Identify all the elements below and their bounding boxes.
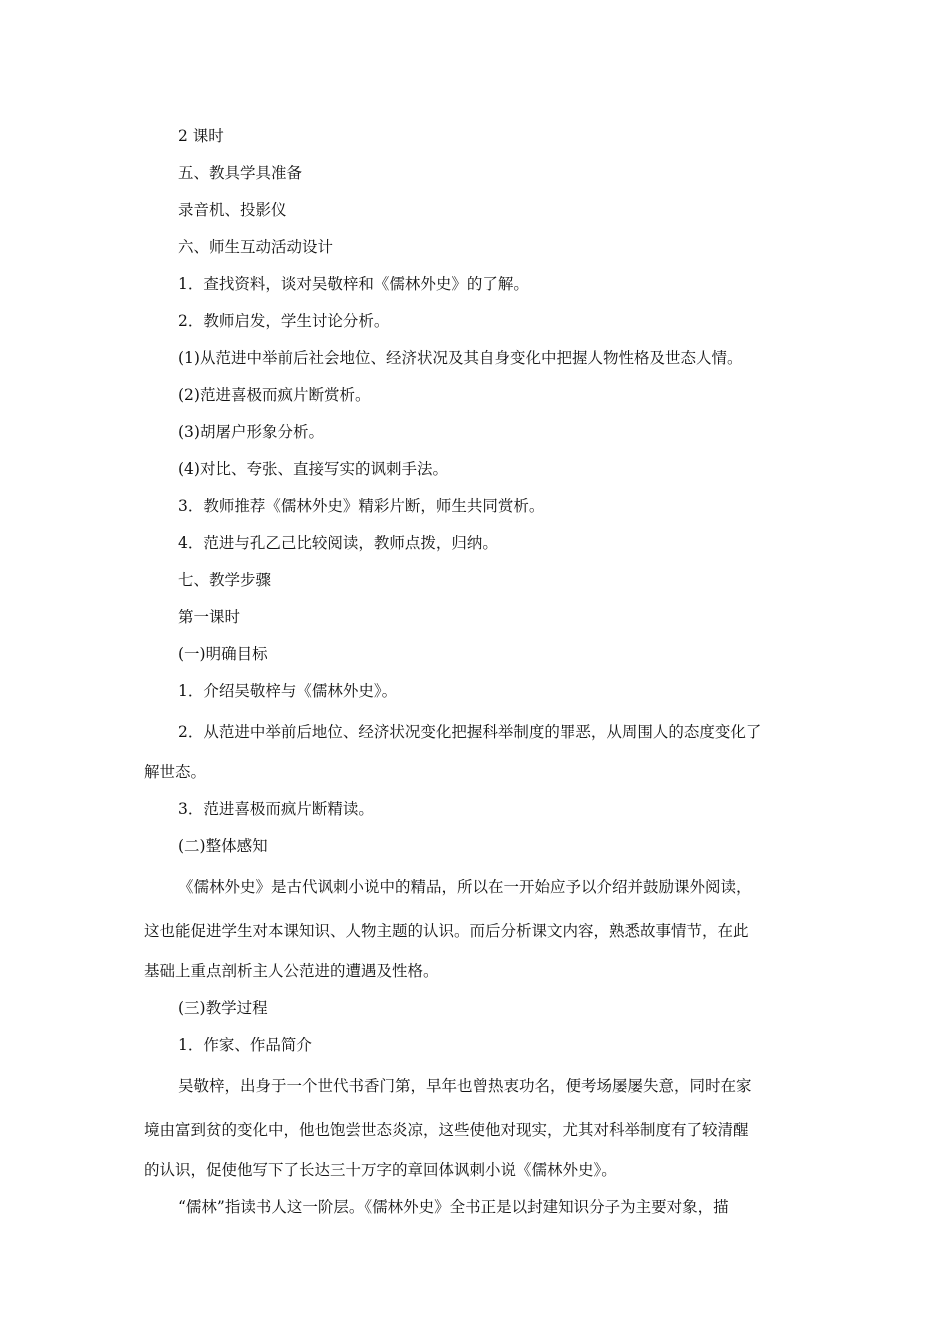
overview-paragraph [144, 865, 808, 990]
activity-subitem-2: (2)范进喜极而疯片断赏析。 [178, 386, 371, 404]
activity-subitem-3: (3)胡屠户形象分析。 [178, 423, 324, 441]
section-heading-teaching-aids: 五、教具学具准备 [178, 164, 303, 182]
author-intro-paragraph [144, 1064, 808, 1189]
paragraph-line: 吴敬梓，出身于一个世代书香门第，早年也曾热衷功名，便考场屡屡失意，同时在家 [178, 1077, 752, 1095]
subheading-teaching-process: (三)教学过程 [178, 999, 268, 1017]
paragraph-line: “儒林”指读书人这一阶层。《儒林外史》全书正是以封建知识分子为主要对象，描 [178, 1198, 729, 1216]
paragraph-line: 基础上重点剖析主人公范进的遭遇及性格。 [144, 962, 439, 980]
activity-item-4: 4．范进与孔乙己比较阅读，教师点拨，归纳。 [178, 534, 498, 552]
paragraph-line: 《儒林外史》是古代讽刺小说中的精品，所以在一开始应予以介绍并鼓励课外阅读， [178, 878, 752, 896]
paragraph-line: 2．从范进中举前后地位、经济状况变化把握科举制度的罪恶，从周围人的态度变化了 [178, 723, 762, 741]
goal-item-2 [144, 710, 808, 791]
paragraph-line: 这也能促进学生对本课知识、人物主题的认识。而后分析课文内容，熟悉故事情节，在此 [144, 922, 749, 940]
document-body [144, 118, 808, 1226]
rulin-paragraph [144, 1189, 808, 1226]
activity-item-2: 2．教师启发，学生讨论分析。 [178, 312, 390, 330]
subheading-clear-goals: (一)明确目标 [178, 645, 268, 663]
class-hours-line: 2 课时 [178, 127, 224, 145]
activity-item-3: 3．教师推荐《儒林外史》精彩片断，师生共同赏析。 [178, 497, 545, 515]
goal-item-3: 3．范进喜极而疯片断精读。 [178, 800, 374, 818]
teaching-aids-text: 录音机、投影仪 [178, 201, 287, 219]
paragraph-line: 的认识，促使他写下了长达三十万字的章回体讽刺小说《儒林外史》。 [144, 1161, 617, 1179]
section-heading-teaching-steps: 七、教学步骤 [178, 571, 272, 589]
goal-item-1: 1．介绍吴敬梓与《儒林外史》。 [178, 682, 398, 700]
section-heading-interaction-design: 六、师生互动活动设计 [178, 238, 334, 256]
activity-subitem-1: (1)从范进中举前后社会地位、经济状况及其自身变化中把握人物性格及世态人情。 [178, 349, 743, 367]
paragraph-line: 解世态。 [144, 763, 207, 781]
subheading-overall-perception: (二)整体感知 [178, 837, 268, 855]
activity-subitem-4: (4)对比、夸张、直接写实的讽刺手法。 [178, 460, 448, 478]
process-item-1: 1．作家、作品简介 [178, 1036, 312, 1054]
first-lesson-heading: 第一课时 [178, 608, 241, 626]
paragraph-line: 境由富到贫的变化中，他也饱尝世态炎凉，这些使他对现实，尤其对科举制度有了较清醒 [144, 1121, 749, 1139]
activity-item-1: 1．查找资料，谈对吴敬梓和《儒林外史》的了解。 [178, 275, 529, 293]
